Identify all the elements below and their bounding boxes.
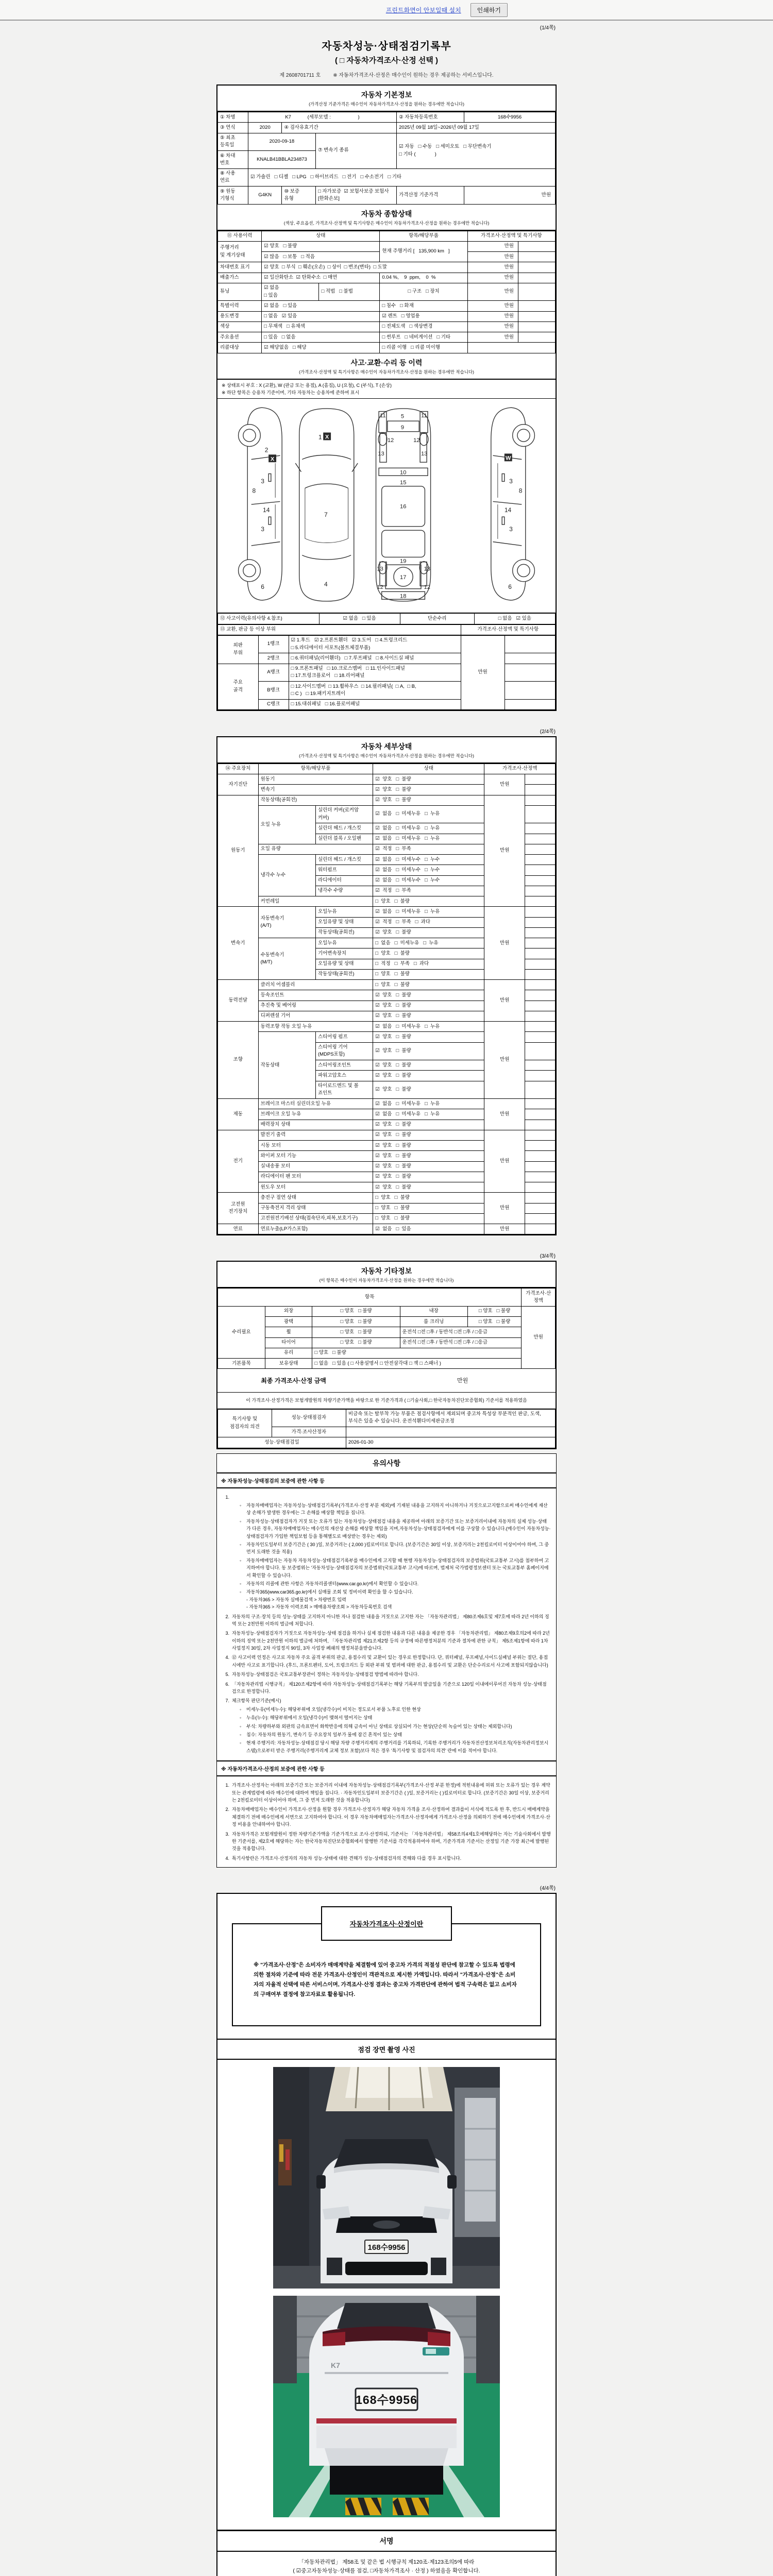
inspection-photo-front (273, 2067, 500, 2289)
svg-text:9: 9 (400, 425, 405, 431)
svg-text:13: 13 (378, 451, 384, 457)
final-price-value: 만원 (457, 1378, 468, 1384)
doc-number-line (216, 71, 557, 78)
overall-state-note: (색상, 주요옵션, 가격조사·산정액 및 특기사항은 매수인이 자동차가격조사·산정을 원하는 경우에만 적습니다) (217, 220, 556, 231)
basic-info-note: (가격산정 기준가격은 매수인이 자동차가격조사·산정을 원하는 경우에만 적습니다) (217, 101, 556, 112)
svg-text:8: 8 (518, 487, 523, 495)
print-button[interactable]: 인쇄하기 (470, 3, 508, 17)
accident-history-note: (가격조사·산정액 및 특기사항은 매수인이 자동차가격조사·산정을 원하는 경우에만 적습니다) (217, 369, 556, 380)
overall-state-table: ⑪ 사용이력 상태 항목/해당부품 가격조사·산정액 및 특기사항 주행거리 및 계기상태 ☑ 양호 □ 불량 현재 주행거리 [ 135,900 km ] 만원 ☑ 많음 □ 보통 □ 적음 만원 차대번호 표기 ☑ 양호 □ 부식 □ 훼손(오손) □ 상이 □ 변조(변타) □ 도말 만원 배출가스 ☑ 일산화탄소 ☑ 탄화수소 □ 매연 0.04 %, 9 ppm, 0 % 만원 튜닝 ☑ 없음 □ 있음 □ 적법 □ 불법 □ 구조 □ 장치 만원 특별이력 ☑ 없음 □ 있음 □ 침수 □ 화재 만원 용도변경 □ 없음 ☑ 있음 ☑ 렌트 □ 영업용 만원 색상 □ 무채색 □ 유채색 □ 전체도색 □ 색상변경 만원 주요옵션 □ 있음 □ 없음 □ 썬루프 □ 네비게이션 □ 기타 만원 리콜대상 ☑ 해당없음 □ 해당 □ 리콜 이행 □ 리콜 미이행 (217, 231, 556, 353)
signature-statement-2: ( ☑중고자동차성능·상태를 점검, □자동차가격조사 · 산정 ) 하였음을 확인합니다. (293, 2568, 480, 2574)
etc-info-title: 자동차 기타정보 (217, 1262, 556, 1277)
notice-box (216, 1453, 557, 1868)
svg-text:13: 13 (421, 451, 428, 457)
page-4 (216, 1893, 557, 2576)
accident-history-title: 사고·교환·수리 등 이력 (217, 353, 556, 369)
notice-b-body: 1. 가격조사·산정자는 아래의 보증기간 또는 보증거리 이내에 자동차성능·상태점검기록부(가격조사·산정 부분 한정)에 적힌내용에 허위 또는 오류가 있는 경우 계약 또는 관계법령에 따라 매수인에 대하여 책임을 집니다. · 자동차인도일부터 보증기간은 ( )일, 보증거리는 ( )킬로미터로 합니다. (보증기간은 30일 이상, 보증거리는 2천킬로미터 이상이어야 하며, 그 중 먼저 도래한 것을 적용합니다) 2. 자동차매매업자는 매수인이 가격조사·산정을 원할 경우 가격조사·산정자가 해당 자동차 가격을 조사·산정하여 결과를이 서식에 적도록 한 후, 반드시 매매계약을 체결하기 전에 매수인에게 서면으로 고지하여야 합니다. 이 경우 자동차매매업자는가격조사·산정자에게 가격조사·산정을 의뢰하기 전에 매수인에게 가격조사·산정 비용을 안내하여야 합니다. 3. 자동차가격은 보험개발원이 정한 차량기준가액을 기준가격으로 조사·산정하되, 기준서는 「자동차관리법」 제58조의4제1호에해당하는 자는 기술사회에서 발행한 기준서를, 제2호에 해당하는 자는 한국자동차진단보증협회에서 발행한 기준서를 각각적용하여야 하며, 기준가격과 기준서는 산정일 기준 가장 최근에 발행된 것을 적용합니다. 4. 특기사항란은 가격조사·산정자의 자동차 성능·상태에 대한 견해가 성능·상태점검자의 견해와 다를 경우 표시합니다. (225, 1783, 551, 1861)
signature-statement-1: 「자동차관리법」 제58조 및 같은 법 시행규칙 제120조·제123조의5에 따라 (298, 2558, 475, 2565)
car-damage-diagram (217, 399, 556, 613)
svg-text:14: 14 (504, 506, 512, 514)
inspector-opinion-table: 특기사항 및 점검자의 의견 성능·상태점검자 비금속 또는 탈부착 가능 부품은 점검사항에서 제외되며 중고차 특성상 부분적인 판금, 도색, 부식은 있을 수 있습니다. 운전석휀다미세판금조정 가격·조사산정자 성능·상태점검일 2026-01-30 (217, 1409, 556, 1448)
svg-text:3: 3 (509, 526, 513, 533)
notice-b-title: ※ 자동차가격조사·산정의 보증에 관한 사항 등 (217, 1760, 556, 1776)
signature-body (217, 2552, 556, 2576)
svg-text:W: W (506, 455, 511, 462)
signature-title: 서명 (217, 2530, 556, 2552)
svg-text:1: 1 (318, 433, 322, 441)
svg-text:4: 4 (324, 581, 328, 588)
doc-number: 제 2608701711 호 (279, 73, 321, 78)
basic-info-title: 자동차 기본정보 (217, 86, 556, 101)
explainer-title: 자동차가격조사·산정이란 (321, 1906, 452, 1941)
svg-text:12: 12 (377, 584, 383, 591)
price-survey-explainer (217, 1894, 556, 2039)
page-title: 자동차성능·상태점검기록부 (322, 41, 451, 52)
exchange-header-table: ⑬ 교환, 판금 등 이상 부위 가격조사·산정액 및 특기사항 (217, 624, 556, 635)
detail-state-note: (가격조사·산정액 및 특기사항은 매수인이 자동차가격조사·산정을 원하는 경우에만 적습니다) (217, 753, 556, 764)
notice-a-body: 1. ◦ 자동차매매업자는 자동차성능·상태점검기록부(가격조사·산정 부분 제외)에 기재된 내용을 고지하지 아니하거나 거짓으로고지함으로써 매수인에게 재산상 손해가 발생한 경우에는 그 손해를 배상할 책임을 집니다. ◦ 자동차성능·상태점검자가 거짓 또는 오류가 있는 자동차성능·상태점검 내용을 제공하여 아래의 보증기간 또는 보증거리이내에 자동차의 실제 성능·상태가 다른 경우, 자동차매매업자는 매수인의 재산상 손해를 배상할 책임을 지며,자동차성능·상태점검자에게 이를 구상할 수 있습니다.(매수인이 자동차성능·상태점검자가 가입한 책임보험 등을 통해별도로 배상받는 경우는 제외) ◦ 자동차인도일부터 보증기간은 ( 30 )일, 보증거리는 ( 2,000 )킬로미터로 합니다. (보증기간은 30일 이상, 보증거리는 2천킬로미터 이상이어야 하며, 그 중 먼저 도래한 것을 적용) ◦ 자동차매매업자는 자동차 자동차성능·상태점검기록부를 매수인에게 고지할 때 현행 자동차성능·상태점검자의 보증범위(국토교통부 고시)를 첨부하여 고지하여야 합니다. 동 보증범위는 '자동차성능·상태점검자의 보증범위'(국토교통부 고시)에 따르며, 법제처 국가법령정보센터 또는 국토교통부 홈페이지에서 확인할 수 있습니다. ◦ 자동차의 리콜에 관한 사항은 자동차리콜센터(www.car.go.kr)에서 확인할 수 있습니다. ◦ 자동차365(www.car365.go.kr)에서 실매물 조회 및 정비이력 확인을 할 수 있습니다. - 자동차365 > 자동차 실매물검색 > 차량번호 입력 - 자동차365 > 자동차 이력조회 > 매매용차량조회 > 자동차등록번호 검색 2. 자동차의 구조·장치 등의 성능·상태를 고지하지 아니한 자나 점검한 내용을 거짓으로 고지한 자는 「자동차관리법」 제80조제6호및 제7호에 따라 2년 이하의 징역 또는 2천만원 이하의 벌금에 처합니다. 3. 자동차성능·상태점검자가 거짓으로 자동차성능·상태 점검을 하거나 실제 점검한 내용과 다른 내용을 제공한 경우 「자동차관리법」 제80조제9호의2에 따라 2년 이하의 징역 또는 2천만원 이하의 벌금에 처하며, 「자동차관리법 제21조제2항 등의 규정에 따른행정처분의 기준과 절차에 관한 규칙」 제5조제1항에 따라 1차 사업정지 30일, 2차 사업정지 90일, 3차 사업장 폐쇄의 행정처분을받습니다. 4. ⑫ 사고이력 인정은 사고로 자동차 주요 골격 부위의 판금, 용접수리 및 교환이 있는 경우로 한정합니다. 단, 쿼터패널, 루프패널,사이드실패널 부위는 절단, 용접 시에만 사고로 표기합니다. (후드, 프론트펜더, 도어, 트렁크리드 등 외판 부위 및 범퍼에 대한 판금, 용접수리 및 교환은 단순수리로서 사고에 포함되지않습니다) 5. 자동차성능·상태점검은 국토교통부장관이 정하는 자동차성능·상태점검 방법에 따라야 합니다. 6. 「자동차관리법 시행규칙」 제120조제2항에 따라 자동차성능·상태점검기록부는 해당 기록부의 발급일을 기준으로 120일 이내에이루어진 자동차 성능·상태점검으로 한정합니다. 7. 체크항목 판단기준(예시) ◦ 미세누유(미세누수): 해당부위에 오일(냉각수)이 비치는 정도로서 부품 노후로 인한 현상 ◦ 누유(누수): 해당부위에서 오일(냉각수)이 맺혀서 떨어지는 상태 ◦ 부식: 차량하부와 외판의 금속표면이 화학반응에 의해 금속이 아닌 상태로 상실되어 가는 현상(단순히 녹슬어 있는 상태는 제외합니다) ◦ 침수: 자동차의 원동기, 변속기 등 주요장치 일부가 물에 잠긴 흔적이 있는 상태 ◦ 현재 주행거리: 자동차성능·상태점검 당시 해당 차량 주행거리계의 주행거리를 기록하되, 기록한 주행거리가 자동차전산정보처리조직(자동차관리정보시스템)으로부터 받은 주행거리(주행거리계 교체 정보 포함)보다 적은 경우 '특기사항 및 점검자의 의견' 란에 이를 적어야 합니다. (225, 1494, 551, 1753)
svg-text:5: 5 (400, 413, 405, 420)
notice-a-title: ※ 자동차성능·상태점검의 보증에 관한 사항 등 (217, 1473, 556, 1488)
svg-text:12: 12 (387, 437, 394, 444)
page-3 (216, 1261, 557, 1449)
svg-text:168수9956: 168수9956 (367, 2243, 406, 2252)
page-marker-1: (1/4쪽) (540, 25, 556, 31)
svg-text:12: 12 (424, 584, 430, 591)
page-2 (216, 736, 557, 1236)
svg-text:K7: K7 (331, 2361, 340, 2369)
document-body (216, 21, 557, 2576)
svg-text:11: 11 (421, 413, 427, 419)
svg-text:17: 17 (400, 574, 407, 581)
svg-text:11: 11 (379, 413, 386, 419)
printer-install-link[interactable]: 프린트화면이 안보일때 설치 (385, 6, 461, 14)
final-price-row (217, 1369, 556, 1393)
photo-section-title: 점검 장면 촬영 사진 (217, 2039, 556, 2060)
page-marker-4: (4/4쪽) (540, 1886, 556, 1892)
svg-text:168수9956: 168수9956 (356, 2393, 417, 2406)
marker-hood (323, 433, 331, 440)
svg-text:3: 3 (261, 478, 264, 485)
svg-text:3: 3 (261, 526, 264, 533)
marker-right-door (505, 454, 512, 462)
photo-section (217, 2060, 556, 2530)
svg-text:16: 16 (400, 503, 407, 510)
basic-info-table: ① 차명 K7 (세부모델 : ) ② 자동차등록번호 168수9956 ③ 연식 2020 ④ 검사유효기간 2025년 09월 18일~2026년 09월 17일 ⑤ 최초 등록일 2020-09-18 ⑦ 변속기 종류 ☑ 자동 □ 수동 □ 세미오토 □ 무단변속기 □ 기타 ( ) ⑥ 차대 번호 KNALB41BBLA234873 ⑧ 사용 연료 ☑ 가솔린 □ 디젤 □ LPG □ 하이브리드 □ 전기 □ 수소전기 □ 기타 ⑨ 원동 기형식 G4KN ⑩ 보증 유형 □ 자가보증 ☑ 보험사보증 보험사[한화손보] 가격산정 기준가격 만원 (217, 112, 556, 205)
overall-state-title: 자동차 종합상태 (217, 205, 556, 220)
svg-text:7: 7 (324, 511, 328, 519)
final-price-label: 최종 가격조사·산정 금액 (261, 1377, 326, 1385)
svg-text:18: 18 (400, 593, 407, 600)
svg-text:X: X (270, 456, 275, 463)
accident-check-table: ⑫ 사고이력(유의사항 4.참조) ☑ 없음 □ 있음 단순수리 □ 없음 ☑ 있음 (217, 613, 556, 624)
detail-state-title: 자동차 세부상태 (217, 737, 556, 753)
page-marker-3: (3/4쪽) (540, 1253, 556, 1260)
inspection-photo-rear (273, 2296, 500, 2517)
print-preview-toolbar (0, 0, 773, 21)
page-subtitle: ( □ 자동차가격조사·산정 선택 ) (334, 56, 439, 65)
svg-text:6: 6 (508, 583, 512, 591)
svg-text:X: X (325, 434, 329, 440)
svg-text:19: 19 (400, 558, 407, 565)
explainer-text: ※ "가격조사·산정"은 소비자가 매매계약을 체결함에 있어 중고차 가격의 적절성 판단에 참고할 수 있도록 법령에 의한 절차와 기준에 따라 전문 가격조사·산정인이 객관적으로 제시한 가액입니다. 따라서 "가격조사·산정"은 소비자의 자율적 선택에 따른 서비스이며, 가격조사·산정 결과는 중고차 가격판단에 관하여 법적 구속력은 없고 소비자의 구매여부 결정에 참고자료로 활용됩니다. (232, 1923, 541, 2026)
svg-text:3: 3 (509, 478, 513, 485)
svg-text:15: 15 (400, 480, 407, 486)
doc-number-note: ※ 자동차가격조사·산정은 매수인이 원하는 경우 제공하는 서비스입니다. (333, 73, 494, 78)
etc-info-note: (이 항목은 매수인이 자동차가격조사·산정을 원하는 경우에만 적습니다) (217, 1277, 556, 1288)
svg-text:14: 14 (263, 506, 270, 514)
svg-text:12: 12 (413, 437, 420, 444)
svg-text:10: 10 (400, 469, 407, 476)
detail-state-table: ⑭ 주요장치 항목/해당부품 상태 가격조사·산정액 자기진단 원동기 ☑ 양호 □ 불량 만원 변속기 ☑ 양호 □ 불량 원동기 작동상태(공회전) ☑ 양호 □ 불량 만원 오일 누유 실린더 커버(로커암 커버) ☑ 없음 □ 미세누유 □ 누유 실린더 헤드 / 개스킷 ☑ 없음 □ 미세누유 □ 누유 실린더 블록 / 오일팬 ☑ 없음 □ 미세누유 □ 누유 오일 유량 ☑ 적정 □ 부족 냉각수 누수 실린더 헤드 / 개스킷 ☑ 없음 □ 미세누수 □ 누수 워터펌프 ☑ 없음 □ 미세누수 □ 누수 라디에이터 ☑ 없음 □ 미세누수 □ 누수 냉각수 수량 ☑ 적정 □ 부족 커먼레일 □ 양호 □ 불량 변속기 자동변속기 (A/T) 오일누유 ☑ 없음 □ 미세누유 □ 누유 만원 오일유량 및 상태 ☑ 적정 □ 부족 □ 과다 작동상태(공회전) ☑ 양호 □ 불량 수동변속기 (M/T) 오일누유 □ 없음 □ 미세누유 □ 누유 기어변속장치 □ 양호 □ 불량 오일유량 및 상태 □ 적정 □ 부족 □ 과다 작동상태(공회전) □ 양호 □ 불량 동력전달 클러치 어셈블리 □ 양호 □ 불량 만원 등속조인트 ☑ 양호 □ 불량 추진축 및 베어링 ☑ 양호 □ 불량 디퍼렌셜 기어 ☑ 양호 □ 불량 조향 동력조향 작동 오일 누유 ☑ 없음 □ 미세누유 □ 누유 만원 작동상태 스티어링 펌프 ☑ 양호 □ 불량 스티어링 기어(MDPS포함) ☑ 양호 □ 불량 스티어링조인트 ☑ 양호 □ 불량 파워고압호스 ☑ 양호 □ 불량 타이로드엔드 및 볼 죠인트 ☑ 양호 □ 불량 제동 브레이크 마스터 실린더오일 누유 ☑ 없음 □ 미세누유 □ 누유 만원 브레이크 오일 누유 ☑ 없음 □ 미세누유 □ 누유 배력장치 상태 ☑ 양호 □ 불량 전기 발전기 출력 ☑ 양호 □ 불량 만원 시동 모터 ☑ 양호 □ 불량 와이퍼 모터 기능 ☑ 양호 □ 불량 실내송풍 모터 ☑ 양호 □ 불량 라디에이터 팬 모터 ☑ 양호 □ 불량 윈도우 모터 ☑ 양호 □ 불량 고전원 전기장치 충전구 절연 상태 □ 양호 □ 불량 만원 구동축전지 격리 상태 □ 양호 □ 불량 고전원전기배선 상태(접속단자,피복,보호기구) □ 양호 □ 불량 연료 연료누출(LP가스포함) ☑ 없음 □ 있음 만원 (217, 764, 556, 1235)
notice-title: 유의사항 (217, 1454, 556, 1473)
svg-text:2: 2 (264, 446, 268, 454)
panel-rank-table: 외판 부위 1랭크 ☑ 1.후드 ☑ 2.프론트휀더 ☑ 3.도어 □ 4.트렁크리드 □ 5.라디에이터 서포트(볼트체결부품) 만원 2랭크 □ 6.쿼터패널(리어휀더) □ 7.루프패널 □ 8.사이드실 패널 주요 골격 A랭크 □ 9.프론트패널 □ 10.크로스멤버 □ 11.인사이드패널 □ 17.트렁크플로어 □ 18.리어패널 B랭크 □ 12.사이드멤버 □ 13.휠하우스 □ 14.필러패널( □ A, □ B, □ C ) □ 19.패키지트레이 C랭크 □ 15.대쉬패널 □ 16.플로어패널 (217, 635, 556, 710)
page-1 (216, 84, 557, 711)
marker-left-fender (268, 455, 276, 463)
page-marker-2: (2/4쪽) (540, 728, 556, 735)
svg-text:13: 13 (424, 566, 430, 572)
final-price-note: 이 가격조사·산정가격은 보험개발원의 차량기준가액을 바탕으로 한 기준가격과 ( □기술사회,□ 한국자동차진단보증협회) 기준서를 적용하였음 (217, 1393, 556, 1409)
etc-info-table: 항목 가격조사·산 정액 수리필요 외장 □ 양호 □ 불량 내장 □ 양호 □ 불량 만원 광택 □ 양호 □ 불량 룸 크리닝 □ 양호 □ 불량 휠 □ 양호 □ 불량 운전석 □전 □후 / 동반석 □전 □후 / □응급 타이어 □ 양호 □ 불량 운전석 □전 □후 / 동반석 □전 □후 / □응급 유리 □ 양호 □ 불량 기본품목 보유상태 □ 없음 □ 있음 ( □ 사용설명서 □ 안전삼각대 □ 잭 □ 스패너 ) (217, 1288, 556, 1369)
svg-text:8: 8 (252, 487, 256, 495)
damage-code-legend: ※ 상태표시 부호 : X (교환), W (판금 또는 용접), A (흠집), U (요철), C (부식), T (손상) ※ 하단 항목은 승용차 기준이며, 기타 자동차는 승용차에 준하여 표시 (217, 380, 556, 399)
svg-text:13: 13 (377, 566, 383, 572)
svg-text:6: 6 (261, 583, 264, 591)
